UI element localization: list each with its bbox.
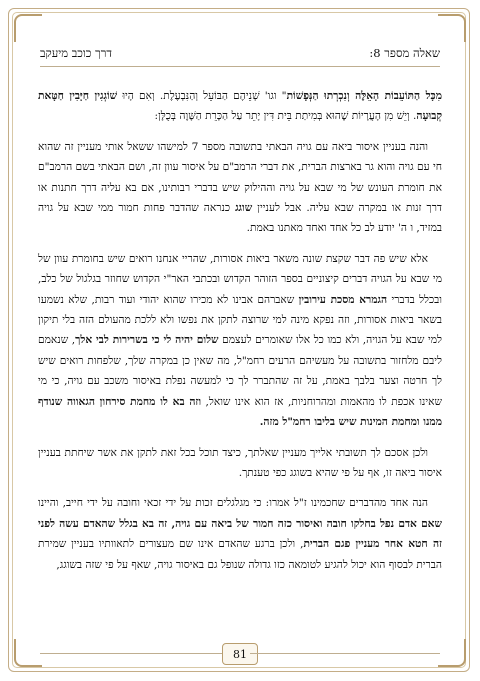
page-number: 81 (233, 647, 247, 661)
paragraph-3-run-6: וזה בא לו מחמת סירחון הגאווה שנודף ממנו ומחמת המינות שיש בליבו רחמ"ל מזה. (38, 395, 442, 429)
paragraph-1-run-1: מִכָּל הַתּוֹעֵבוֹת הָאֵלֶּה וְנִכְרְתוּ הַנְּפָשׁוֹת (286, 90, 442, 102)
paragraph-3-run-5: , שנאמם ליבם מלחזור בתשובה על מעשיהם הרעים רחמ"ל, מה שאין כן במקרה שלך, שלפחות רואים שיש לך חרטה וצער בלבך באמת, על זה שהתברר לך כי למעשה נפלת באיסור משכב עם גויה, כי מי שאינו אכפת לו מהאמות ומהרוחניות, אז הוא אינו שואל, (38, 334, 442, 408)
footer-divider-right (250, 653, 440, 654)
corner-ornament-top-left (14, 14, 42, 42)
footer-divider-left (40, 653, 230, 654)
paragraph-4-run-1: ולכן אסכם לך תשובתי אלייך מעניין שאלתך, כיצד תוכל בכל זאת לתקן את אשר שיחתת בעניין איסור ביאה זו, אף על פי שהיא בשוגג כפי טענתך. (38, 446, 442, 479)
paragraph-3-run-2: הגמרא מסכת עירובין (298, 293, 388, 306)
paragraph-2-run-2: שוגג (235, 202, 253, 215)
paragraph-1-run-2: " וגו' שְׁנֵיהֶם הַבּוֹעֵל וְהַנִּבְעֶלֶת. וְאִם הָיוּ (117, 90, 287, 102)
page-header (40, 42, 440, 64)
page-body (38, 86, 442, 585)
paragraph-1 (38, 86, 442, 127)
paragraph-3 (38, 249, 442, 433)
corner-ornament-bottom-left (14, 639, 42, 667)
paragraph-5-run-2: שאם אדם נפל בחלקו חובה ואיסור כזה חמור של ביאה עם גויה, זה בא בגלל שהאדם עשה לפני זה חטא אחר מעניין פגם הברית (38, 517, 442, 551)
paragraph-5-run-1: הנה אחד מהדברים שחכמינו ז"ל אמרו: כי מגלגלים זכות על ידי זכאי וחובה על ידי חייב, והיינו (38, 497, 428, 510)
paragraph-5-run-3: , ולכן ברגע שהאדם אינו שם מעצורים לתאוותיו בעניין שמירת הברית לבסוף הוא יכול להגיע לטומאה כזו גדולה שנופל גם באיסור גויה, שאף על פי שזה בשוגג, (38, 538, 442, 571)
paragraph-2-run-3: כנראה שהדבר פחות חמור ממי שבא על גויה במזיד, ו ה' יודע לב כל אחד ואחד מאתנו באמת. (38, 202, 442, 235)
corner-ornament-top-right (438, 14, 466, 42)
page-footer (40, 642, 440, 664)
paragraph-3-run-4: שלום יהיה לי כי בשרירות לבי אלך (75, 334, 219, 347)
page-number-badge (222, 643, 258, 665)
paragraph-1-run-3: שׁוֹגְגִין חַיָּבִין חַטָּאת קְבוּעָה (38, 90, 442, 123)
paragraph-4 (38, 443, 442, 484)
paragraph-2-run-1: והנה בעניין איסור ביאה עם גויה הבאתי בתשובה מספר 7 למישהו ששאל אותי מעניין זה שהוא חי עם גויה והוא גר בארצות הברית, את דברי הרמב"ם על איסור עוון זה, ושם הבאתי בשם הרמב"ם את חומרת העונש של מי שבא על גויה וההילוק שיש בדברי רבותינו, אם בא עליה דרך חתנות או דרך זנות או במקרה שבא עליה. אבל לעניין (38, 140, 442, 215)
paragraph-3-run-3: שאברהם אבינו לא מכירו שהוא יהודי ועוד רבות, שלא נשמעו בשאר ביאות אסורות, וזה נפקא מינה למי שרוצה לתקן את נפשו ולא ללכת מהעולם הזה בלי תיקון למי שבא על הגויה, ולא כמו כל אלו שאומרים לעצמם (38, 293, 442, 347)
paragraph-1-run-4: . וְיֵשׁ מִן הָעֲרָיוֹת שֶׁהוּא בְּמִיתַת בֵּית דִּין יָתֵר עַל הַכָּרֵת הַשָּׁוֶה בְּכֻלָּן: (154, 110, 417, 123)
header-book-title: דרך כוכב מיעקב (40, 46, 112, 60)
header-divider (40, 66, 440, 67)
header-section-title: שאלה מספר 8: (369, 46, 440, 60)
paragraph-3-run-1: אלא שיש פה דבר שקצת שונה משאר ביאות אסורות, שהריי אנחנו רואים שיש בחומרת עוון של מי שבא על הגויה דברים קיצוניים בספר הזוהר הקדוש ובכתבי האר"י הקדוש שחוזר בגלגול של כלב, ובכלל בדברי (38, 252, 443, 306)
paragraph-2 (38, 137, 442, 239)
paragraph-5 (38, 493, 442, 575)
corner-ornament-bottom-right (438, 639, 466, 667)
